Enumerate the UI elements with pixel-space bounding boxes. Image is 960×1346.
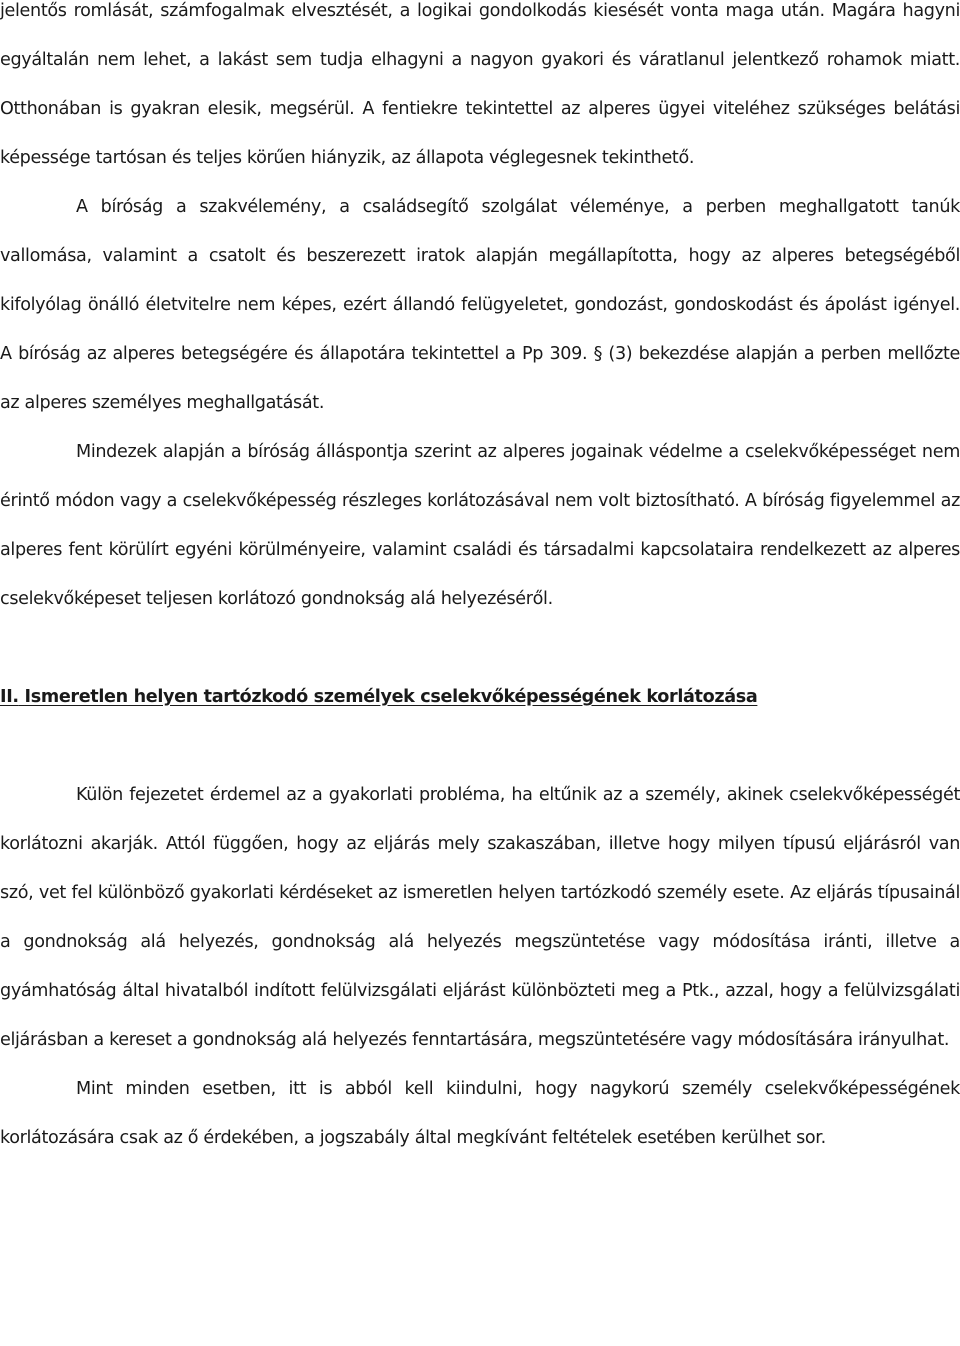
paragraph-principle: Mint minden esetben, itt is abból kell kiindulni, hogy nagykorú személy cselekvőképességének korlátozására csak az ő érdekében, a jogszabály által megkívánt feltételek esetében kerülhet sor. [0, 1079, 960, 1148]
paragraph-missing-person: Külön fejezetet érdemel az a gyakorlati probléma, ha eltűnik az a személy, akinek cselekvőképességét korlátozni akarják. Attól függően, hogy az eljárás mely szakaszában, illetve hogy milyen típusú eljárásról van szó, vet fel különböző gyakorlati kérdéseket az ismeretlen helyen tartózkodó személy esete. Az eljárás típusainál a gondnokság alá helyezés, gondnokság alá helyezés megszüntetése vagy módosítása iránti, illetve a gyámhatóság által hivatalból indított felülvizsgálati eljárást különbözteti meg a Ptk., azzal, hogy a felülvizsgálati eljárásban a kereset a gondnokság alá helyezés fenntartására, megszüntetésére vagy módosítására irányulhat. [0, 785, 960, 1050]
paragraph-court-decision: Mindezek alapján a bíróság álláspontja szerint az alperes jogainak védelme a cselekvőképességet nem érintő módon vagy a cselekvőképesség részleges korlátozásával nem volt biztosítható. A bíróság figyelemmel az alperes fent körülírt egyéni körülményeire, valamint családi és társadalmi kapcsolataira rendelkezett az alperes cselekvőképeset teljesen korlátozó gondnokság alá helyezéséről. [0, 442, 960, 609]
section-heading-number: II. [0, 687, 19, 707]
section-heading [0, 673, 960, 722]
paragraph-court-findings: A bíróság a szakvélemény, a családsegítő szolgálat véleménye, a perben meghallgatott tanúk vallomása, valamint a csatolt és beszerezett iratok alapján megállapította, hogy az alperes betegségéből kifolyólag önálló életvitelre nem képes, ezért állandó felügyeletet, gondozást, gondoskodást és ápolást igényel. A bíróság az alperes betegségére és állapotára tekintettel a Pp 309. § (3) bekezdése alapján a perben mellőzte az alperes személyes meghallgatását. [0, 197, 960, 413]
paragraph-continuation: jelentős romlását, számfogalmak elvesztését, a logikai gondolkodás kiesését vonta maga után. Magára hagyni egyáltalán nem lehet, a lakást sem tudja elhagyni a nagyon gyakori és váratlanul jelentkező rohamok miatt. Otthonában is gyakran elesik, megsérül. A fentiekre tekintettel az alperes ügyei viteléhez szükséges belátási képessége tartósan és teljes körűen hiányzik, az állapota véglegesnek tekinthető. [0, 1, 960, 168]
section-heading-title: Ismeretlen helyen tartózkodó személyek cselekvőképességének korlátozása [24, 687, 758, 707]
